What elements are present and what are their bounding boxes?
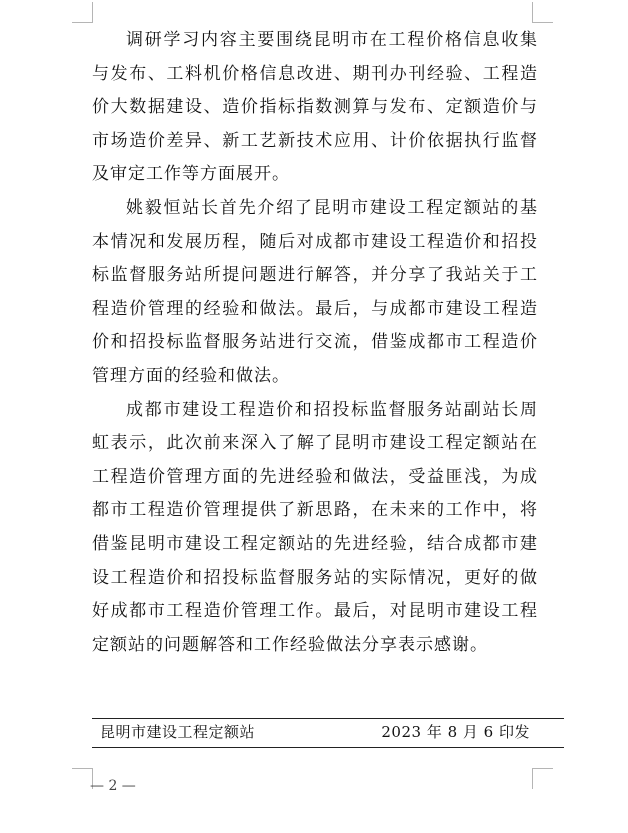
- crop-mark-top-left: [72, 2, 93, 23]
- issuer-name: 昆明市建设工程定额站: [100, 723, 256, 741]
- paragraph-chengdu-remarks: 成都市建设工程造价和招投标监督服务站副站长周虹表示，此次前来深入了解了昆明市建设工程定额站在工程造价管理方面的先进经验和做法，受益匪浅，为成都市工程造价管理提供了新思路，在未来的工作中，将借鉴昆明市建设工程定额站的先进经验，结合成都市建设工程造价和招投标监督服务站的实际情况，更好的做好成都市工程造价管理工作。最后，对昆明市建设工程定额站的问题解答和工作经验做法分享表示感谢。: [92, 399, 538, 655]
- issue-date: 2023 年 8 月 6 印发: [381, 723, 530, 741]
- paragraph-kunming-introduction: 姚毅恒站长首先介绍了昆明市建设工程定额站的基本情况和发展历程，随后对成都市建设工程造价和招投标监督服务站所提问题进行解答，并分享了我站关于工程造价管理的经验和做法。最后，与成都市建设工程造价和招投标监督服务站进行交流，借鉴成都市工程造价管理方面的经验和做法。: [92, 197, 538, 386]
- page-number: — 2 —: [90, 778, 136, 794]
- document-body: [92, 24, 538, 662]
- footer-top-rule: [92, 718, 564, 719]
- footer-bottom-rule: [92, 747, 564, 748]
- crop-mark-bottom-right: [532, 768, 553, 789]
- crop-mark-top-right: [532, 2, 553, 23]
- paragraph-research-content: 调研学习内容主要围绕昆明市在工程价格信息收集与发布、工料机价格信息改进、期刊办刊经验、工程造价大数据建设、造价指标指数测算与发布、定额造价与市场造价差异、新工艺新技术应用、计价依据执行监督及审定工作等方面展开。: [92, 30, 538, 185]
